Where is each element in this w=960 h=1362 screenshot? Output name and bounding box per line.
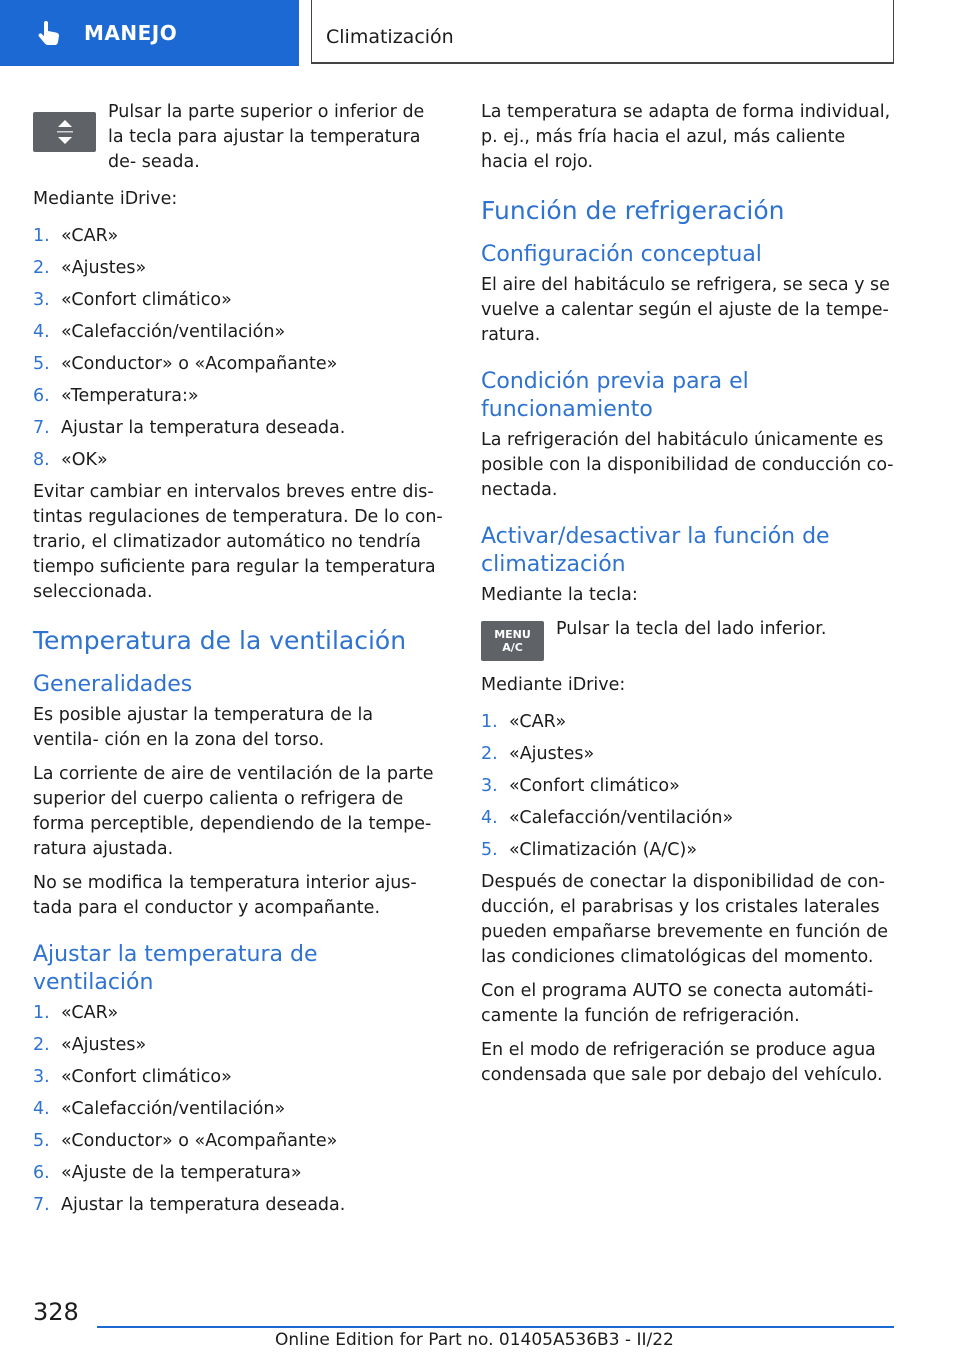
list-item: 1. «CAR» [33, 226, 119, 246]
heading-precondition: Condición previa para el funcionamiento [481, 369, 749, 422]
list-item: 4. «Calefacción/ventilación» [481, 808, 734, 828]
list-item: 8. «OK» [33, 450, 108, 470]
auto-program-paragraph: Con el programa AUTO se conecta automáti‐ camente la función de refrigeración. [481, 981, 874, 1026]
topic-title: Climatización [326, 26, 454, 48]
menu-ac-icon: MENU A/C [494, 628, 531, 654]
steps-temperature [33, 224, 443, 473]
temperature-adapt-text: La temperatura se adapta de forma individual, p. ej., más fría hacia el azul, más caliente hacia el rojo. [481, 102, 891, 172]
list-item: 3. «Confort climático» [481, 776, 680, 796]
list-item: 3. «Confort climático» [33, 1067, 232, 1087]
section-tab [0, 0, 299, 66]
steps-ac [481, 710, 894, 863]
precondition-paragraph: La refrigeración del habitáculo únicamente es posible con la disponibilidad de conducción co‐ nectada. [481, 430, 894, 500]
idrive-label-right: Mediante iDrive: [481, 675, 626, 695]
list-item: 5. «Conductor» o «Acompañante» [33, 354, 338, 374]
heading-vent-temperature: Temperatura de la ventilación [33, 626, 407, 655]
avoid-note: Evitar cambiar en intervalos breves entre dis‐ tintas regulaciones de temperatura. De lo con‐ trario, el climatizador automático no tendría tiempo suficiente para regular la temperatura seleccionada. [33, 482, 443, 602]
edition-text: Online Edition for Part no. 01405A536B3 - II/22 [275, 1330, 674, 1350]
list-item: 2. «Ajustes» [481, 744, 595, 764]
up-down-arrows-icon [55, 117, 75, 147]
page-footer [0, 1290, 960, 1362]
heading-toggle-ac: Activar/desactivar la función de climatización [481, 524, 830, 577]
list-item: 7. Ajustar la temperatura deseada. [33, 418, 346, 438]
page-number: 328 [33, 1298, 79, 1326]
footer-divider [97, 1326, 894, 1328]
left-column [33, 100, 443, 1225]
section-title: MANEJO [84, 21, 178, 45]
topic-box [311, 0, 894, 64]
list-item: 7. Ajustar la temperatura deseada. [33, 1195, 346, 1215]
concept-paragraph: El aire del habitáculo se refrigera, se seca y se vuelve a calentar según el ajuste de la tempe‐ ratura. [481, 275, 890, 345]
general-paragraph-3: No se modifica la temperatura interior ajus‐ tada para el conductor y acompañante. [33, 873, 417, 918]
heading-adjust-vent: Ajustar la temperatura de ventilación [33, 942, 318, 995]
list-item: 6. «Ajuste de la temperatura» [33, 1163, 302, 1183]
list-item: 3. «Confort climático» [33, 290, 232, 310]
menu-ac-key [481, 621, 544, 661]
general-paragraph-1: Es posible ajustar la temperatura de la ventila‐ ción en la zona del torso. [33, 705, 374, 750]
key-label: Mediante la tecla: [481, 585, 638, 605]
page-header [0, 0, 960, 66]
hand-pointer-icon [32, 16, 66, 50]
idrive-label: Mediante iDrive: [33, 189, 178, 209]
after-connect-paragraph: Después de conectar la disponibilidad de con‐ ducción, el parabrisas y los cristales laterales pueden empañarse brevemente en función de las condiciones climatológicas del momento. [481, 872, 888, 967]
ac-key-text: Pulsar la tecla del lado inferior. [556, 619, 827, 639]
list-item: 1. «CAR» [33, 1003, 119, 1023]
temperature-rocker-key [33, 112, 96, 152]
heading-general: Generalidades [33, 672, 193, 697]
condensation-paragraph: En el modo de refrigeración se produce agua condensada que sale por debajo del vehículo. [481, 1040, 883, 1085]
heading-concept: Configuración conceptual [481, 242, 762, 267]
list-item: 5. «Climatización (A/C)» [481, 840, 698, 860]
heading-cooling-function: Función de refrigeración [481, 196, 785, 225]
right-column [481, 100, 894, 1097]
list-item: 2. «Ajustes» [33, 258, 147, 278]
list-item: 5. «Conductor» o «Acompañante» [33, 1131, 338, 1151]
list-item: 4. «Calefacción/ventilación» [33, 322, 286, 342]
temp-key-block [33, 100, 443, 175]
list-item: 6. «Temperatura:» [33, 386, 199, 406]
list-item: 1. «CAR» [481, 712, 567, 732]
ac-key-block [481, 617, 894, 661]
steps-vent [33, 1001, 443, 1218]
temp-key-text: Pulsar la parte superior o inferior de la tecla para ajustar la temperatura de‐ seada. [108, 102, 425, 172]
list-item: 2. «Ajustes» [33, 1035, 147, 1055]
list-item: 4. «Calefacción/ventilación» [33, 1099, 286, 1119]
general-paragraph-2: La corriente de aire de ventilación de la parte superior del cuerpo calienta o refrigera de forma perceptible, dependiendo de la tempe‐ ratura ajustada. [33, 764, 434, 859]
